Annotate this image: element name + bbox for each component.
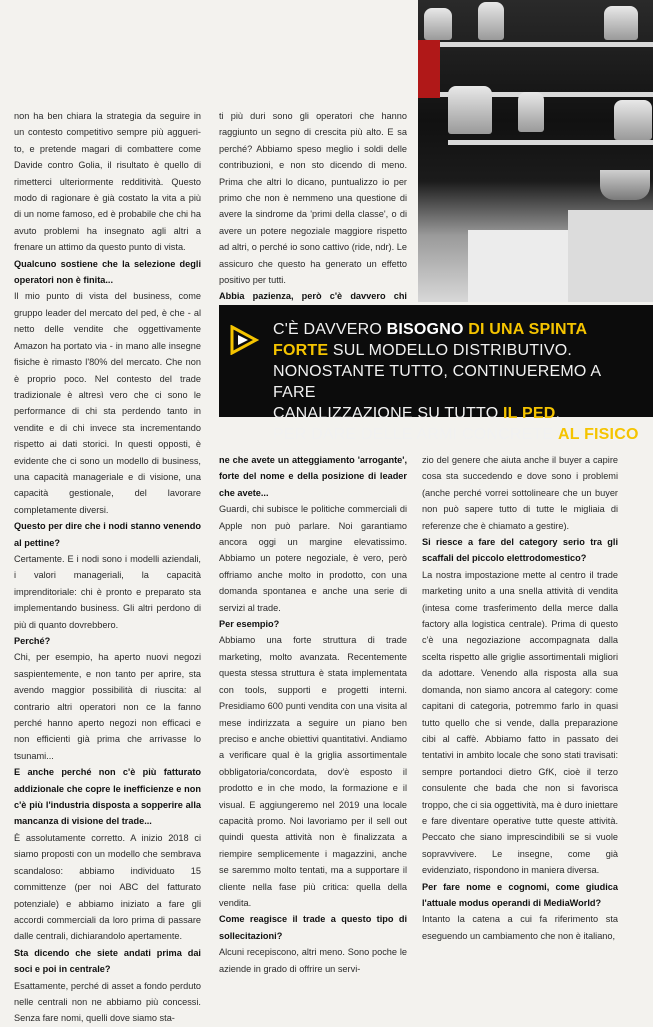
column-4 — [422, 452, 618, 944]
quote-text: , — [555, 405, 561, 422]
question: Per fare nome e cognomi, come giudica l'attuale modus operandi di MediaWorld? — [422, 881, 618, 908]
column-3 — [219, 452, 407, 977]
quote-text: C'È DAVVERO — [273, 321, 387, 338]
paragraph: Guardi, chi subisce le politiche commerciali di Apple non può parlare. Noi garantiamo ancora oggi un margine elevatissimo. Abbiamo un potere negoziale, è vero, però offriamo anche molto in prodotto, con una domanda spontanea e anche una serie di servizi al trade. — [219, 504, 407, 613]
pull-quote-banner — [219, 305, 653, 443]
quote-highlight: FORTE — [273, 342, 329, 359]
quote-highlight: BISOGNO — [386, 321, 464, 338]
paragraph: Certamente. E i nodi sono i modelli aziendali, i valori manageriali, la capacità imprenditoriale: chi è pronto e preparato sta implementando business. Gli altri perdono di più di quanto dovrebbero. — [14, 553, 201, 630]
paragraph: zio del genere che aiuta anche il buyer a capire cosa sta succedendo e dove sono i problemi (anche perché vorrei sottolineare che un buyer non può sapere tutto di tutte le migliaia di referenze che è chiamato a gestire). — [422, 455, 618, 531]
question: Questo per dire che i nodi stanno venendo al pettine? — [14, 521, 201, 548]
paragraph: Abbiamo una forte struttura di trade marketing, molto avanzata. Recentemente questa stessa struttura è stata implementata con tools, supporti e progetti interni. Presidiamo 600 punti vendita con una visita al mese indirizzata a seguire un piano ben preciso e anche obiettivi quantitativi. Andiamo a verificare qual è la griglia assortimentale obbligatoria/concordata, dov'è esposto il prodotto e in che modo, la formazione e il visual. E aggiungeremo nel 2019 una locale capacità promo. Noi lavoriamo per il sell out quindi questa attività non è finalizzata a riempire semplicemente i magazzini, anche se saremmo molto tentati, ma a supportare il cliente nella fase più critica: quella della vendita. — [219, 635, 407, 908]
play-triangle-icon — [229, 325, 259, 355]
column-2 — [219, 108, 407, 321]
column-1 — [14, 108, 201, 1027]
quote-text: PER DARE DELLE ARMI CONCRETE — [273, 426, 558, 443]
question: Come reagisce il trade a questo tipo di sollecitazioni? — [219, 914, 407, 941]
question: Perché? — [14, 636, 51, 646]
paragraph: ti più duri sono gli operatori che hanno raggiunto un segno di crescita più alto. E sa perché? Abbiamo speso meglio i soldi delle contribuzioni, e non sto dicendo di meno. Prima che altri lo dicano, puntualizzo io per primo che non è nemmeno una questione di avere la sindrome da 'primi della classe', o di avere un potere negoziale maggiore rispetto ad altri, o perché io sono cattivo (ride, ndr). Le assicuro che questo ha generato un effetto positivo per tutti. — [219, 111, 407, 286]
quote-highlight: AL FISICO — [557, 426, 639, 443]
quote-text: SUL MODELLO DISTRIBUTIVO. — [328, 342, 572, 359]
pull-quote-text — [273, 319, 643, 445]
paragraph: Il mio punto di vista del business, come gruppo leader del mercato del ped, è che - al netto delle vendite che oggettivamente Amazon ha portato via - in mano alle insegne fisiche è rimasto l'80% del mercato. Che non è proprio poco. Nel contesto del trade tradizionale è altresì vero che ci sono le performance di chi sta perdendo tanto in vendite e di chi invece sta incrementando rispetto ai dati storici. In questi opposti, è evidente che ci sono un modello di business, una capacità manageriale e di visione, una capacità gestionale, del lavorare completamente diversi. — [14, 291, 201, 515]
quote-highlight: IL PED — [503, 405, 556, 422]
quote-text: CANALIZZAZIONE SU TUTTO — [273, 405, 504, 422]
paragraph: Alcuni recepiscono, altri meno. Sono poche le aziende in grado di offrire un servi- — [219, 947, 407, 974]
question: Sta dicendo che siete andati prima dai soci e poi in centrale? — [14, 947, 201, 975]
quote-highlight: DI UNA SPINTA — [463, 321, 588, 338]
paragraph: È assolutamente corretto. A inizio 2018 ci siamo proposti con un modello che sembrava scandaloso: abbiamo individuato 15 committenze (per noi ABC del fatturato potenziale) e abbiamo iniziato a fare gli accordi commerciali da loro prima di passare dalle centrali, dichiarandolo apertamente. — [14, 832, 201, 942]
question: E anche perché non c'è più fatturato addizionale che copre le inefficienze e non c'è più l'industria disposta a sopperire alla mancanza di visione del trade... — [14, 767, 201, 827]
quote-text: NONOSTANTE TUTTO, CONTINUEREMO A FARE — [273, 363, 601, 401]
paragraph: Intanto la catena a cui fa riferimento sta eseguendo un cambiamento che non è italiano, — [422, 914, 618, 941]
product-display-photo — [418, 0, 653, 302]
paragraph: Esattamente, perché di asset a fondo perduto nelle centrali non ne abbiamo più concessi. Senza fare nomi, quelli dove siamo sta- — [14, 980, 201, 1024]
question: Si riesce a fare del category serio tra gli scaffali del piccolo elettrodomestico? — [422, 537, 618, 564]
question: Per esempio? — [219, 619, 280, 630]
question: Qualcuno sostiene che la selezione degli operatori non è finita... — [14, 258, 201, 286]
paragraph: La nostra impostazione mette al centro il trade marketing unito a una snella attività di vendita (intesa come trasferimento della merce dalla factory alla logistica centrale). Prima di questo c'è una negoziazione accompagnata dalla scelta rispetto alle griglie assortimentali migliori da adottare. Venendo alla risposta alla sua domanda, non siamo ancora al category: come capitani di categoria, potremmo farlo in quasi tutto quello che si vende, dalla preparazione cibi al caffè. Abbiamo fatto in passato dei tentativi in ambito locale che sono stati travisati: sempre portandoci dietro GfK, cioè il terzo consulente che bada che non si favorisca troppo, che ci sia oggettività, ma è duro iniettare e fare diventare operative tutte queste attività. Peccato che siano imprescindibili se si vuole sopravvivere. Le insegne, come già evidenziato, rispondono in maniera diversa. — [422, 569, 618, 876]
question: ne che avete un atteggiamento 'arrogante', forte del nome e della posizione di leader che avete... — [219, 455, 407, 498]
paragraph: Chi, per esempio, ha aperto nuovi negozi saspientemente, e non tanto per aprire, sta avendo maggior possibilità di riuscita: al contrario altri operatori non ce la fanno perché hanno aperto negozi non efficaci e non efficienti già prima che arrivasse lo tsunami... — [14, 652, 201, 761]
paragraph: non ha ben chiara la strategia da seguire in un contesto competitivo sempre più aggueri-to, e pretende magari di combattere come Davide contro Golia, il risultato è quello di rimetterci ulteriormente redditività. Questo modo di ragionare è già costato la vita a più di un nome famoso, ed è probabile che chi ha avuto problemi ha insegnato agli altri a frenare un attimo da questo punto di vista. — [14, 111, 201, 253]
question: Abbia pazienza, però c'è davvero chi — [219, 291, 407, 302]
